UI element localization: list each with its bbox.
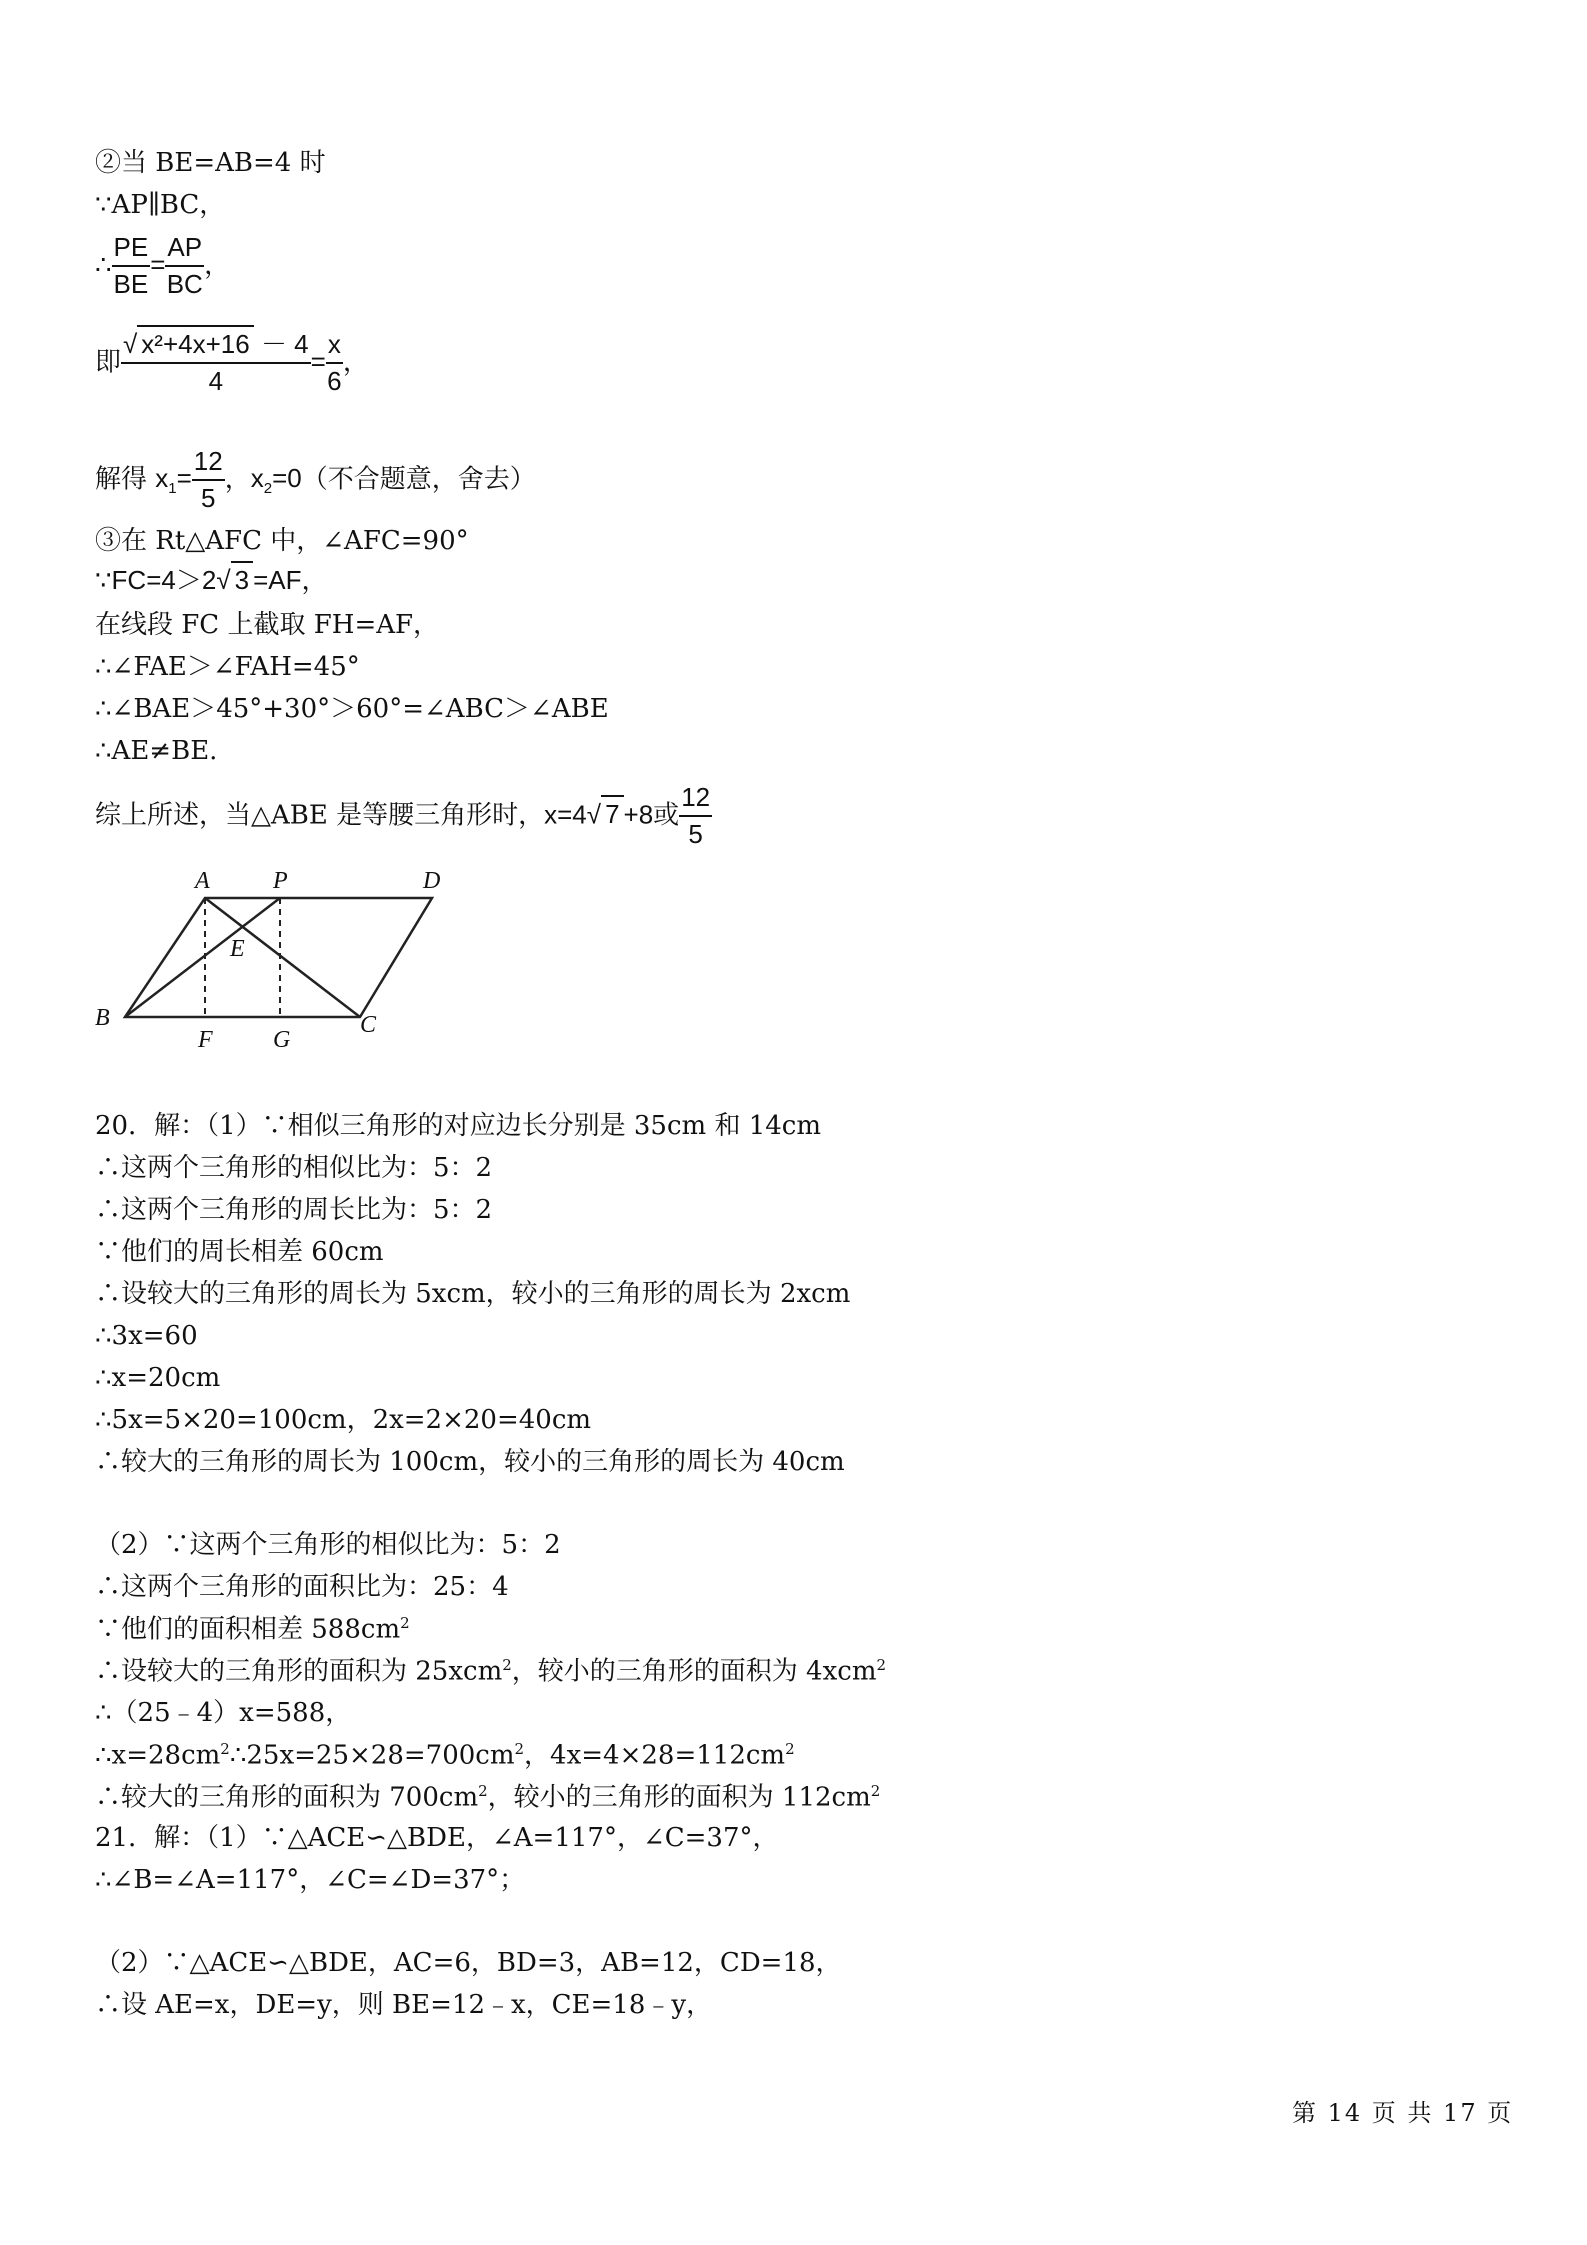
diagonal-ac [205, 898, 360, 1017]
equals-sign: = [310, 346, 326, 377]
equation-inequality: ∵FC=4＞2√ 3 =AF， [95, 567, 327, 593]
label-c: C [360, 1012, 377, 1038]
q20-line: 20．解：（1）∵相似三角形的对应边长分别是 35cm 和 14cm [95, 1111, 822, 1141]
subscript: 1 [168, 480, 177, 498]
q21-line: ∴∠B=∠A=117°，∠C=∠D=37°； [95, 1865, 526, 1895]
fraction-pe-be [112, 233, 151, 300]
q20b-line: ∴这两个三角形的面积比为：25：4 [95, 1572, 509, 1602]
fraction-sqrt [121, 330, 311, 397]
q20-line: ∵他们的周长相差 60cm [95, 1237, 384, 1267]
fraction-x-6 [326, 330, 343, 397]
equation-solution [95, 447, 536, 514]
text-prefix: 解得 [95, 464, 156, 495]
parallelogram-figure [90, 860, 470, 1060]
sqrt-radicand: x²+4x+16 [137, 330, 253, 360]
text-line: 在线段 FC 上截取 FH=AF， [95, 610, 440, 640]
therefore-symbol: ∴ [95, 250, 112, 281]
sqrt-radicand: 3 [231, 567, 253, 593]
q21-line: ∴设 AE=x，DE=y，则 BE=12﹣x，CE=18﹣y， [95, 1990, 713, 2020]
q20-line: ∴设较大的三角形的周长为 5xcm，较小的三角形的周长为 2xcm [95, 1279, 851, 1309]
punctuation: ， [224, 464, 251, 495]
parallelogram-abcd [125, 898, 432, 1017]
label-p: P [273, 868, 288, 894]
label-d: D [423, 868, 441, 894]
q20-line: ∴x=20cm [95, 1363, 221, 1393]
q21-line: 21．解：（1）∵△ACE∽△BDE，∠A=117°，∠C=37°， [95, 1823, 779, 1853]
text-line: ③在 Rt△AFC 中，∠AFC=90° [95, 526, 469, 556]
conclusion-line: 综上所述，当△ABE 是等腰三角形时，x=4√ 7 +8或 $\frac{12}{5}$ [95, 782, 711, 849]
numerator: √ x²+4x+16 － 4 [121, 330, 311, 364]
equals-value: =0 [272, 463, 302, 494]
punctuation: ， [204, 250, 231, 281]
sqrt-radicand: 7 [601, 801, 623, 827]
note: （不合题意，舍去） [301, 464, 536, 495]
fraction-12-5 [192, 447, 225, 514]
equation-sqrt [95, 330, 369, 397]
denominator: BE [113, 268, 149, 299]
line-bp [125, 898, 280, 1017]
label-e: E [230, 936, 245, 962]
denominator: 5 [201, 482, 216, 513]
q20b-line: （2）∵这两个三角形的相似比为：5：2 [95, 1530, 561, 1560]
numerator: x [326, 330, 343, 364]
fraction-12-5 [679, 783, 712, 850]
text-line: ∴∠BAE＞45°+30°＞60°=∠ABC＞∠ABE [95, 694, 609, 724]
denominator: 5 [688, 818, 703, 849]
q20-line: ∴5x=5×20=100cm，2x=2×20=40cm [95, 1405, 592, 1435]
variable: x [250, 463, 264, 494]
page-footer: 第 14 页 共 17 页 [1292, 2099, 1514, 2127]
q20-line: ∴较大的三角形的周长为 100cm，较小的三角形的周长为 40cm [95, 1447, 845, 1477]
label-a: A [195, 868, 210, 894]
sqrt-sign: √ [586, 799, 602, 830]
denominator: 4 [208, 365, 224, 396]
sqrt-sign: √ [123, 329, 138, 359]
numerator: PE [112, 233, 151, 267]
fraction-ap-bc [165, 233, 204, 300]
numerator: AP [165, 233, 204, 267]
punctuation: ， [342, 347, 369, 378]
numerator: 12 [192, 447, 225, 481]
text-line: ∴∠FAE＞∠FAH=45° [95, 652, 360, 682]
q20b-line: ∴较大的三角形的面积为 $700cm^2$，较小的三角形的面积为 $112cm^2$ [95, 1782, 881, 1813]
numerator: 12 [679, 783, 712, 817]
equals-sign: = [176, 463, 192, 494]
q20b-line: $\therefore x=28cm^2\therefore 25x=25\times 28=700cm^2$，$4x=4\times 28=112cm^2$ [95, 1740, 795, 1771]
q20b-line: ∴设较大的三角形的面积为 25xcm$^2$，较小的三角形的面积为 4xcm$^2$ [95, 1656, 887, 1687]
variable: x [155, 463, 169, 494]
text-line: ∵AP∥BC， [95, 190, 226, 220]
q20b-line: ∵他们的面积相差 $588cm^2$ [95, 1614, 410, 1645]
equals-sign: = [150, 249, 166, 280]
text-line: ∴AE≠BE. [95, 736, 218, 766]
q20-line: ∴这两个三角形的周长比为：5：2 [95, 1195, 493, 1225]
q20-line: ∴这两个三角形的相似比为：5：2 [95, 1153, 493, 1183]
sqrt-sign: √ [216, 565, 231, 595]
q20-line: ∴3x=60 [95, 1321, 198, 1351]
q21-line: （2）∵△ACE∽△BDE，AC=6，BD=3，AB=12，CD=18， [95, 1948, 842, 1978]
denominator: 6 [327, 365, 342, 396]
subscript: 2 [263, 480, 273, 498]
text-line: ②当 BE=AB=4 时 [95, 148, 326, 178]
text-prefix: 即 [95, 347, 122, 378]
label-f: F [198, 1027, 213, 1053]
label-b: B [95, 1005, 110, 1031]
label-g: G [273, 1027, 291, 1053]
equation-ratio [95, 233, 230, 300]
denominator: BC [166, 268, 203, 299]
q20b-line: ∴（25﹣4）x=588， [95, 1698, 352, 1728]
